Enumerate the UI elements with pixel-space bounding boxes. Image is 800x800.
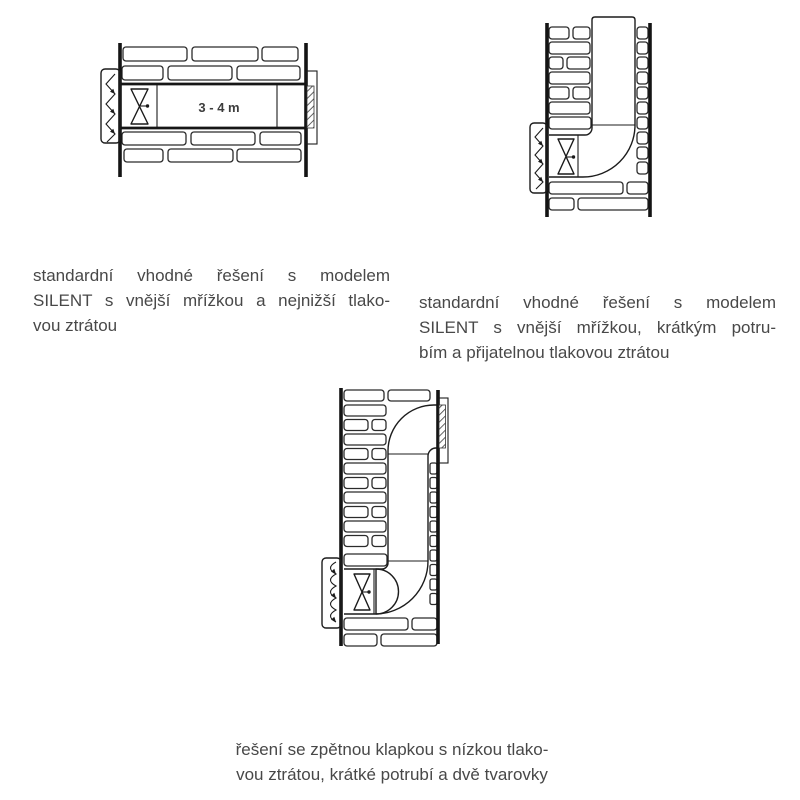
louvre-grille-icon xyxy=(530,123,547,193)
caption-right xyxy=(419,290,776,365)
duct-length-label: 3 - 4 m xyxy=(198,100,240,115)
diagram-damper-two-elbows xyxy=(308,376,493,668)
caption-line: standardní vhodné řešení s modelem xyxy=(33,266,390,285)
external-grille-icon xyxy=(439,398,448,463)
caption-line: vou ztrátou, krátké potrubí a dvě tvarovky xyxy=(236,765,548,784)
external-grille-icon xyxy=(307,71,317,144)
diagram-straight-duct xyxy=(93,8,328,200)
caption-line: standardní vhodné řešení s modelem xyxy=(419,293,776,312)
fan-icon xyxy=(131,89,149,124)
louvre-grille-icon xyxy=(101,69,120,143)
caption-line: SILENT s vnější mřížkou a nejnižší tlako- xyxy=(33,291,390,310)
caption-left xyxy=(33,263,390,338)
caption-bottom xyxy=(142,737,642,787)
diagram-elbow-duct xyxy=(518,3,693,223)
caption-line: řešení se zpětnou klapkou s nízkou tlako- xyxy=(235,740,549,759)
caption-line: bím a přijatelnou tlakovou ztrátou xyxy=(419,343,670,362)
caption-line: SILENT s vnější mřížkou, krátkým potru- xyxy=(419,318,776,337)
louvre-grille-icon xyxy=(322,558,341,628)
caption-line: vou ztrátou xyxy=(33,316,118,335)
